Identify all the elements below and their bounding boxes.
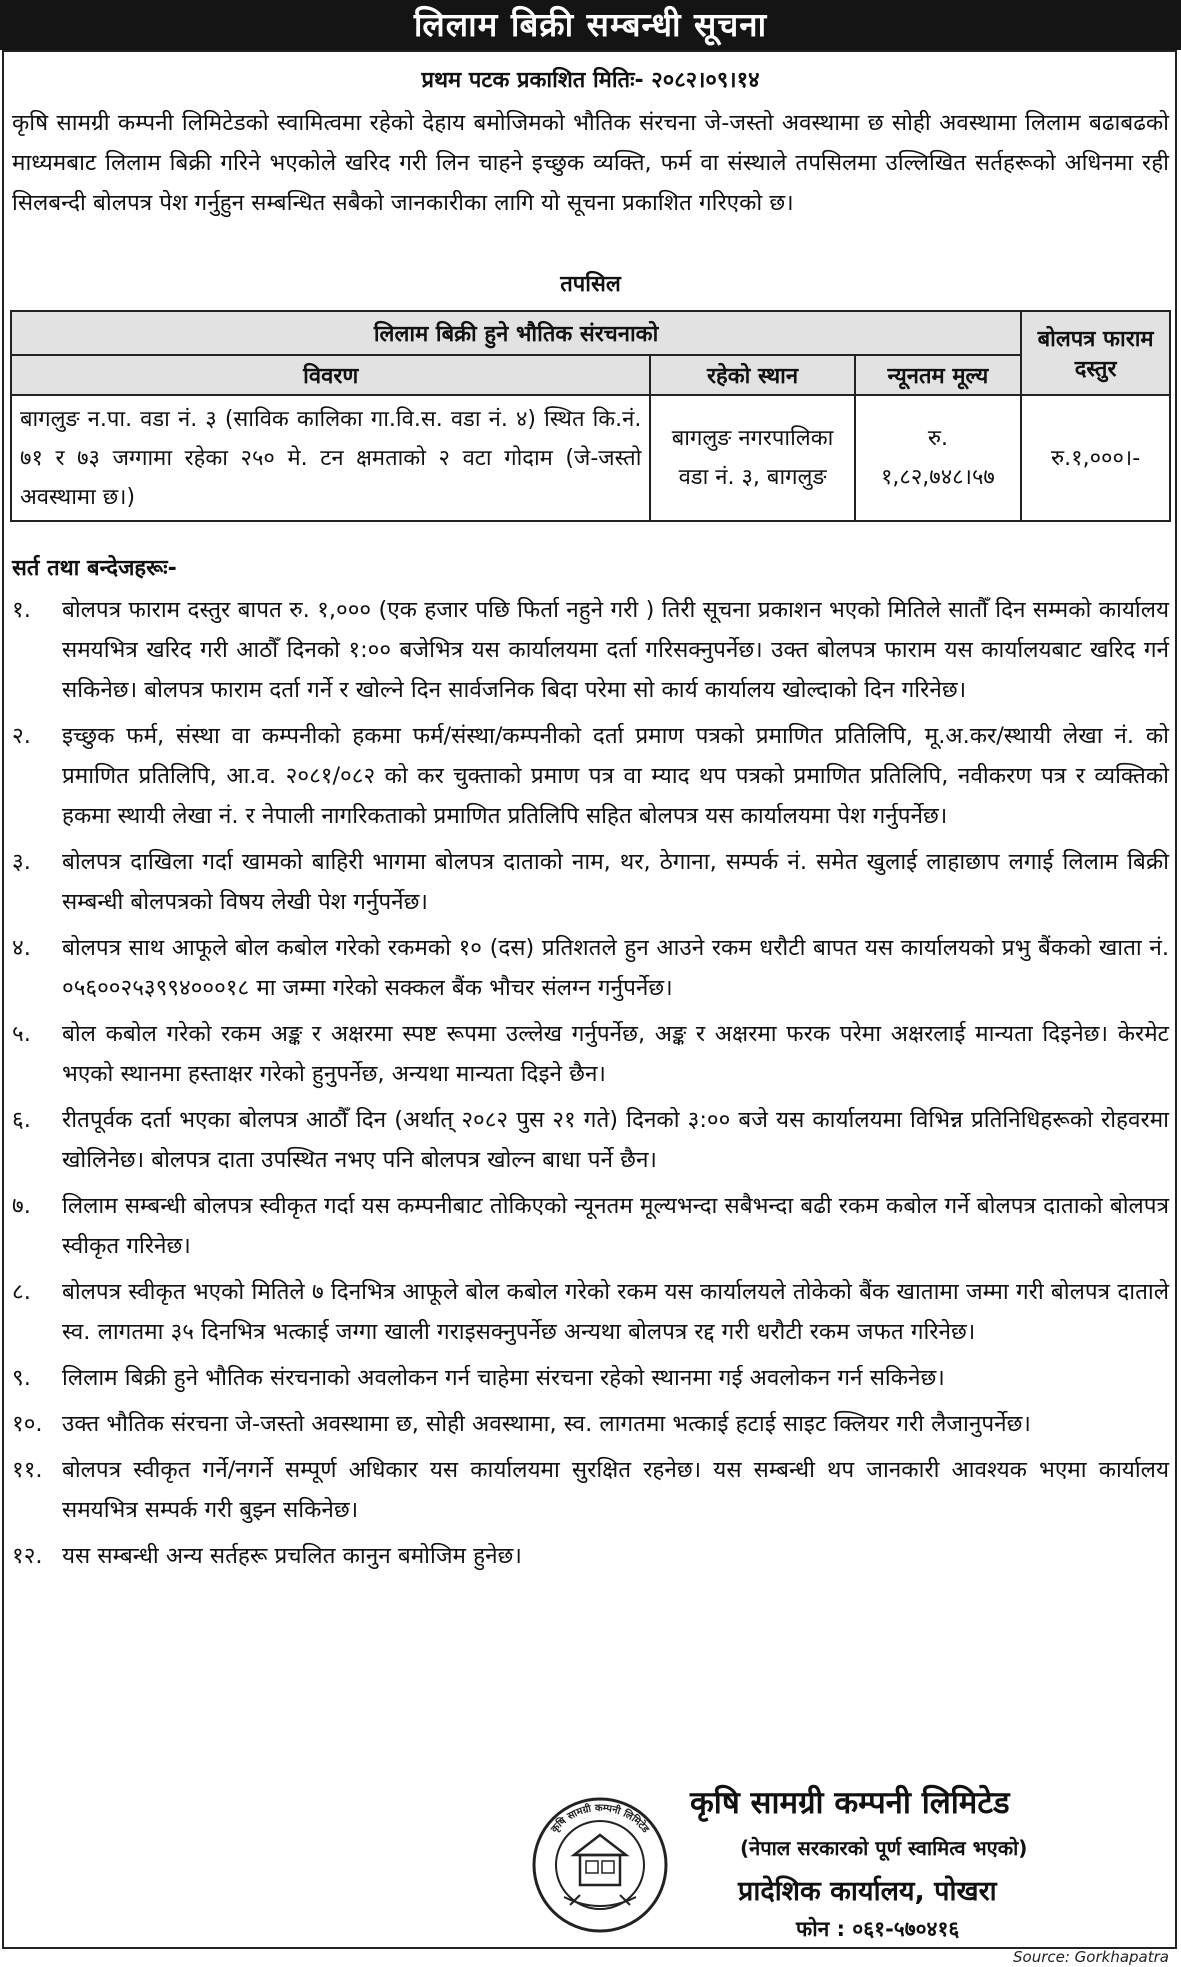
condition-item <box>12 716 1169 836</box>
table-fee-header: बोलपत्र फाराम दस्तुर <box>1021 311 1170 395</box>
condition-text: लिलाम सम्बन्धी बोलपत्र स्वीकृत गर्दा यस कम्पनीबाट तोकिएको न्यूनतम मूल्यभन्दा सबैभन्दा बढी रकम कबोल गर्ने बोलपत्र दाताको बोलपत्र स्वीकृत गरिनेछ। <box>62 1193 1169 1259</box>
table-group-header: लिलाम बिक्री हुने भौतिक संरचनाको <box>11 311 1021 355</box>
condition-text: उक्त भौतिक संरचना जे-जस्तो अवस्थामा छ, सोही अवस्थामा, स्व. लागतमा भत्काई हटाई साइट क्लियर गरी लैजानुपर्नेछ। <box>62 1411 1031 1437</box>
condition-text: रीतपूर्वक दर्ता भएका बोलपत्र आठौँ दिन (अर्थात् २०८२ पुस २१ गते) दिनको ३:०० बजे यस कार्यालयमा विभिन्न प्रतिनिधिहरूको रोहवरमा खोलिनेछ। बोलपत्र दाता उपस्थित नभए पनि बोलपत्र खोल्न बाधा पर्ने छैन। <box>62 1107 1169 1173</box>
cell-min-price <box>855 395 1021 521</box>
condition-number: ६. <box>12 1107 31 1133</box>
condition-number: ११. <box>12 1457 43 1483</box>
condition-item <box>12 928 1169 1008</box>
condition-number: २. <box>12 723 31 749</box>
schedule-table <box>10 310 1171 522</box>
published-date: प्रथम पटक प्रकाशित मितिः- २०८२।०९।१४ <box>421 68 760 93</box>
condition-text: बोलपत्र दाखिला गर्दा खामको बाहिरी भागमा बोलपत्र दाताको नाम, थर, ठेगाना, सम्पर्क नं. समेत खुलाई लाहाछाप लगाई लिलाम बिक्री सम्बन्धी बोलपत्रको विषय लेखी पेश गर्नुपर्नेछ। <box>62 849 1169 915</box>
conditions-heading: सर्त तथा बन्देजहरूः- <box>12 556 177 581</box>
condition-item <box>12 590 1169 710</box>
condition-number: ९. <box>12 1365 31 1391</box>
condition-number: ५. <box>12 1021 31 1047</box>
condition-number: ७. <box>12 1193 31 1219</box>
min-price-value: १,८२,७४८।५७ <box>880 465 995 490</box>
min-price-label: रु. <box>927 426 948 451</box>
condition-text: यस सम्बन्धी अन्य सर्तहरू प्रचलित कानुन बमोजिम हुनेछ। <box>62 1543 522 1569</box>
condition-text: बोलपत्र साथ आफूले बोल कबोल गरेको रकमको १० (दस) प्रतिशतले हुन आउने रकम धरौटी बापत यस कार्यालयको प्रभु बैंकको खाता नं. ०५६००२५३९९४०००१८ मा जम्मा गरेको सक्कल बैंक भौचर संलग्न गर्नुपर्नेछ। <box>62 935 1169 1001</box>
condition-number: १०. <box>12 1411 43 1437</box>
condition-item <box>12 1404 1169 1444</box>
schedule-heading: तपसिल <box>560 272 621 297</box>
cell-description: बागलुङ न.पा. वडा नं. ३ (साविक कालिका गा.वि.स. वडा नं. ४) स्थित कि.नं. ७१ र ७३ जग्गामा रहेका २५० मे. टन क्षमताको २ वटा गोदाम (जे-जस्तो अवस्थामा छ।) <box>11 395 650 521</box>
condition-text: बोलपत्र स्वीकृत गर्ने/नगर्ने सम्पूर्ण अधिकार यस कार्यालयमा सुरक्षित रहनेछ। यस सम्बन्धी थप जानकारी आवश्यक भएमा कार्यालय समयभित्र सम्पर्क गरी बुझ्न सकिनेछ। <box>62 1457 1169 1523</box>
company-name: कृषि सामग्री कम्पनी लिमिटेड <box>690 1785 1010 1821</box>
conditions-list <box>12 590 1169 1582</box>
condition-item <box>12 1450 1169 1530</box>
source-credit: Source: Gorkhapatra <box>1013 1948 1169 1966</box>
condition-text: बोलपत्र स्वीकृत भएको मितिले ७ दिनभित्र आफूले बोल कबोल गरेको रकम यस कार्यालयले तोकेको बैंक खातामा जम्मा गरी बोलपत्र दाताले स्व. लागतमा ३५ दिनभित्र भत्काई जग्गा खाली गराइसक्नुपर्नेछ अन्यथा बोलपत्र रद्द गरी धरौटी रकम जफत गरिनेछ। <box>62 1279 1169 1345</box>
condition-number: ३. <box>12 849 31 875</box>
condition-item <box>12 1014 1169 1094</box>
company-ownership: (नेपाल सरकारको पूर्ण स्वामित्व भएको) <box>740 1836 1028 1860</box>
table-row <box>11 395 1170 521</box>
column-header-location: रहेको स्थान <box>650 355 854 395</box>
cell-form-fee: रु.१,०००।- <box>1021 395 1170 521</box>
condition-text: बोलपत्र फाराम दस्तुर बापत रु. १,००० (एक हजार पछि फिर्ता नहुने गरी ) तिरी सूचना प्रकाशन भएको मितिले सातौँ दिन सम्मको कार्यालय समयभित्र खरिद गरी आठौँ दिनको १:०० बजेभित्र यस कार्यालयमा दर्ता गरिसक्नुपर्नेछ। उक्त बोलपत्र फाराम यस कार्यालयबाट खरिद गर्न सकिनेछ। बोलपत्र फाराम दर्ता गर्ने र खोल्ने दिन सार्वजनिक बिदा परेमा सो कार्य कार्यालय खोल्दाको दिन गरिनेछ। <box>62 597 1169 703</box>
column-header-min-price: न्यूनतम मूल्य <box>855 355 1021 395</box>
seal-text: कृषि सामग्री कम्पनी लिमिटेड <box>549 1802 651 1836</box>
condition-item <box>12 1272 1169 1352</box>
condition-item <box>12 842 1169 922</box>
company-phone: फोन : ०६१-५७०४१६ <box>796 1917 960 1941</box>
notice-title: लिलाम बिक्री सम्बन्धी सूचना <box>0 0 1181 50</box>
condition-text: बोल कबोल गरेको रकम अङ्क र अक्षरमा स्पष्ट रूपमा उल्लेख गर्नुपर्नेछ, अङ्क र अक्षरमा फरक परेमा अक्षरलाई मान्यता दिइनेछ। केरमेट भएको स्थानमा हस्ताक्षर गरेको हुनुपर्नेछ, अन्यथा मान्यता दिइने छैन। <box>62 1021 1169 1087</box>
condition-text: लिलाम बिक्री हुने भौतिक संरचनाको अवलोकन गर्न चाहेमा संरचना रहेको स्थानमा गई अवलोकन गर्न सकिनेछ। <box>62 1365 945 1391</box>
condition-number: १. <box>12 597 31 623</box>
condition-text: इच्छुक फर्म, संस्था वा कम्पनीको हकमा फर्म/संस्था/कम्पनीको दर्ता प्रमाण पत्रको प्रमाणित प्रतिलिपि, मू.अ.कर/स्थायी लेखा नं. को प्रमाणित प्रतिलिपि, आ.व. २०८१/०८२ को कर चुक्ताको प्रमाण पत्र वा म्याद थप पत्रको प्रमाणित प्रतिलिपि, नवीकरण पत्र र व्यक्तिको हकमा स्थायी लेखा नं. र नेपाली नागरिकताको प्रमाणित प्रतिलिपि सहित बोलपत्र यस कार्यालयमा पेश गर्नुपर्नेछ। <box>62 723 1169 829</box>
condition-item <box>12 1358 1169 1398</box>
intro-paragraph: कृषि सामग्री कम्पनी लिमिटेडको स्वामित्वमा रहेको देहाय बमोजिमको भौतिक संरचना जे-जस्तो अवस्थामा छ सोही अवस्थामा लिलाम बढाबढको माध्यमबाट लिलाम बिक्री गरिने भएकोले खरिद गरी लिन चाहने इच्छुक व्यक्ति, फर्म वा संस्थाले तपसिलमा उल्लिखित सर्तहरूको अधिनमा रही सिलबन्दी बोलपत्र पेश गर्नुहुन सम्बन्धित सबैको जानकारीका लागि यो सूचना प्रकाशित गरिएको छ। <box>12 110 1169 216</box>
cell-location: बागलुङ नगरपालिका वडा नं. ३, बागलुङ <box>650 395 854 521</box>
company-seal-icon <box>530 1795 670 1935</box>
column-header-description: विवरण <box>11 355 650 395</box>
condition-number: ८. <box>12 1279 31 1305</box>
svg-text:कृषि सामग्री कम्पनी लिमिटेड <box>549 1802 652 1836</box>
condition-item <box>12 1100 1169 1180</box>
condition-item <box>12 1186 1169 1266</box>
company-office: प्रादेशिक कार्यालय, पोखरा <box>738 1876 997 1907</box>
condition-number: ४. <box>12 935 31 961</box>
condition-number: १२. <box>12 1543 43 1569</box>
condition-item <box>12 1536 1169 1576</box>
